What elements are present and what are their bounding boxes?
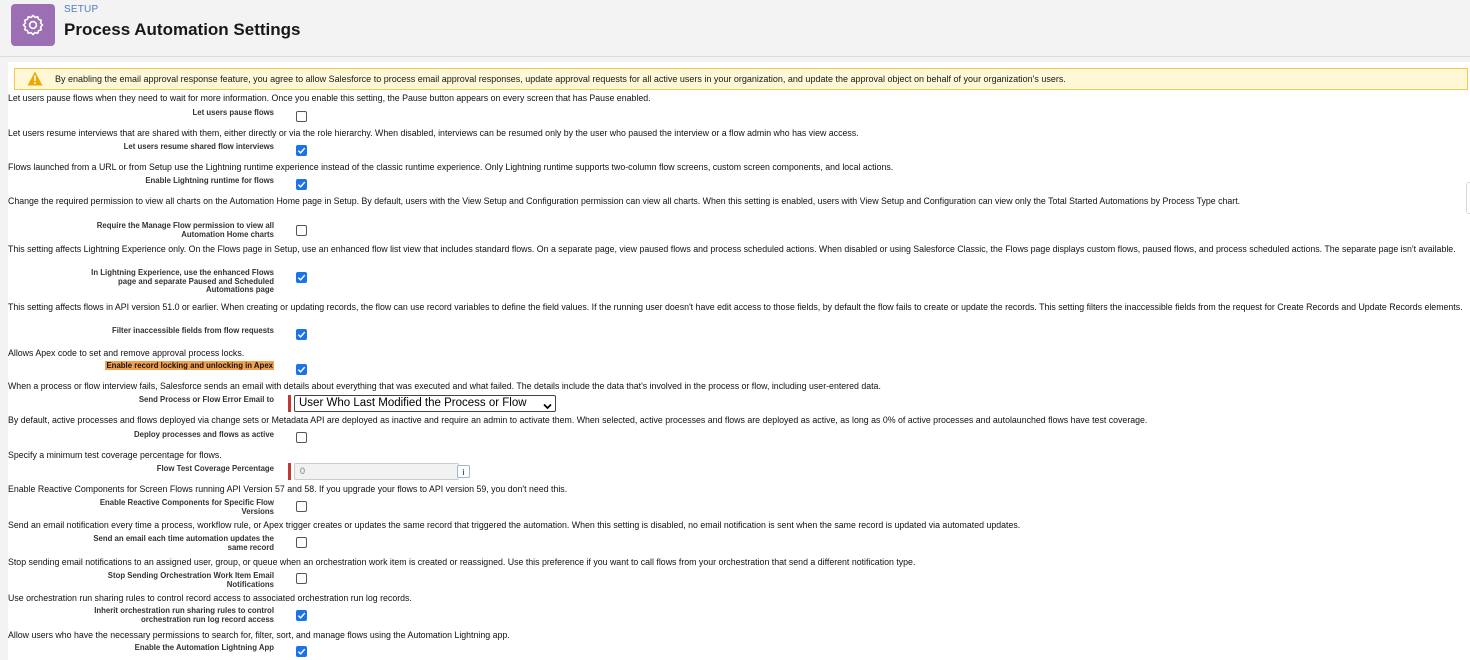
setting-label: Flow Test Coverage Percentage: [156, 464, 274, 473]
warning-text: By enabling the email approval response feature, you agree to allow Salesforce to process email approval responses, update approval requests for all active users in your organization, and update the approval object on behalf of your organization's users.: [55, 74, 1066, 84]
setting-description: Specify a minimum test coverage percentage for flows.: [8, 450, 222, 460]
setting-label: In Lightning Experience, use the enhanced Flows page and separate Paused and Scheduled Automations page: [91, 268, 274, 294]
setting-label: Enable Lightning runtime for flows: [145, 176, 274, 185]
stop-orchestration-emails-checkbox[interactable]: [296, 573, 307, 584]
setting-label: Inherit orchestration run sharing rules to control orchestration run log record access: [94, 606, 274, 624]
checkmark-icon: [297, 647, 306, 656]
orchestration-sharing-checkbox[interactable]: [296, 610, 307, 621]
warning-banner: [14, 68, 1468, 90]
checkmark-icon: [297, 146, 306, 155]
setting-label: Stop Sending Orchestration Work Item Email Notifications: [107, 571, 274, 589]
setting-description: This setting affects flows in API version 51.0 or earlier. When creating or updating records, the flow can use record variables to define the field values. If the running user doesn't have edit access to those fields, by default the flow fails to create or update the records. This setting filters the inaccessible fields from the request for Create Records and Update Records elements.: [8, 302, 1463, 312]
setting-label: Let users resume shared flow interviews: [123, 142, 274, 151]
setting-description: Allows Apex code to set and remove approval process locks.: [8, 348, 245, 358]
setting-description: Stop sending email notifications to an assigned user, group, or queue when an orchestration work item is created or reassigned. Use this preference if you want to call flows from your orchestration that send a different notification type.: [8, 557, 916, 567]
checkmark-icon: [297, 330, 306, 339]
deploy-active-checkbox[interactable]: [296, 432, 307, 443]
setting-description: This setting affects Lightning Experience only. On the Flows page in Setup, use an enhanced flow list view that includes standard flows. On a separate page, view paused flows and process scheduled actions. When disabled or using Salesforce Classic, the Flows page displays custom flows, paused flows, and process scheduled actions. The separate page isn't available.: [8, 244, 1456, 254]
flow-test-coverage-input[interactable]: 0: [294, 463, 459, 480]
checkmark-icon: [297, 611, 306, 620]
chevron-down-icon: [543, 400, 552, 415]
warning-icon: [27, 71, 43, 93]
gear-icon: [11, 4, 55, 46]
setting-description: Enable Reactive Components for Screen Flows running API Version 57 and 58. If you upgrade your flows to API version 59, you don't need this.: [8, 484, 568, 494]
setting-label: Filter inaccessible fields from flow requests: [111, 326, 274, 335]
setting-description: Let users resume interviews that are shared with them, either directly or via the role hierarchy. When disabled, interviews can be resumed only by the user who paused the interview or a flow admin who has view access.: [8, 128, 859, 138]
setting-description: When a process or flow interview fails, Salesforce sends an email with details about everything that was executed and what failed. The details include the data that's involved in the process or flow, including user-entered data.: [8, 381, 881, 391]
pause-flows-checkbox[interactable]: [296, 111, 307, 122]
filter-inaccessible-fields-checkbox[interactable]: [296, 329, 307, 340]
email-each-update-checkbox[interactable]: [296, 537, 307, 548]
checkmark-icon: [297, 273, 306, 282]
automation-app-checkbox[interactable]: [296, 646, 307, 657]
setting-label: Let users pause flows: [192, 108, 274, 117]
info-icon[interactable]: i: [457, 465, 470, 478]
setting-label-highlighted: [74, 362, 274, 371]
setting-label: Send an email each time automation updates the same record: [93, 534, 274, 552]
checkmark-icon: [297, 180, 306, 189]
header-eyebrow: SETUP: [64, 4, 99, 15]
page-header: [0, 0, 1470, 57]
lightning-runtime-checkbox[interactable]: [296, 179, 307, 190]
reactive-components-checkbox[interactable]: [296, 501, 307, 512]
setting-label: Require the Manage Flow permission to view all Automation Home charts: [96, 221, 274, 239]
select-value: User Who Last Modified the Process or Flow: [299, 397, 527, 409]
error-email-select[interactable]: [294, 395, 556, 412]
page-title: Process Automation Settings: [64, 20, 301, 39]
enhanced-flows-page-checkbox[interactable]: [296, 272, 307, 283]
setting-description: Use orchestration run sharing rules to control record access to associated orchestration run log records.: [8, 593, 412, 603]
error-email-select-wrapper: [288, 395, 557, 412]
highlighted-label-text: Enable record locking and unlocking in Apex: [106, 361, 273, 370]
setting-description: Flows launched from a URL or from Setup use the Lightning runtime experience instead of the classic runtime experience. Only Lightning runtime supports two-column flow screens, custom screen components, and local actions.: [8, 162, 894, 172]
apex-record-locking-checkbox[interactable]: [296, 364, 307, 375]
setting-description: Let users pause flows when they need to wait for more information. Once you enable this setting, the Pause button appears on every screen that has Pause enabled.: [8, 93, 651, 103]
setting-label: Send Process or Flow Error Email to: [138, 395, 274, 404]
setting-description: Change the required permission to view all charts on the Automation Home page in Setup. By default, users with the View Setup and Configuration permission can view all charts. When this setting is enabled, users with View Setup and Configuration can view only the Total Started Automations by Process Type chart.: [8, 196, 1241, 206]
checkmark-icon: [297, 365, 306, 374]
resume-shared-interviews-checkbox[interactable]: [296, 145, 307, 156]
setting-description: Send an email notification every time a process, workflow rule, or Apex trigger creates or updates the same record that triggered the automation. When this setting is disabled, no email notification is sent when the same record is updated via automated updates.: [8, 520, 1021, 530]
setting-label: Enable the Automation Lightning App: [134, 643, 274, 652]
manage-flow-permission-checkbox[interactable]: [296, 225, 307, 236]
setting-label: Deploy processes and flows as active: [134, 430, 274, 439]
setting-label: Enable Reactive Components for Specific Flow Versions: [99, 498, 274, 516]
setting-description: Allow users who have the necessary permissions to search for, filter, sort, and manage flows using the Automation Lightning app.: [8, 630, 510, 640]
setting-description: By default, active processes and flows deployed via change sets or Metadata API are deployed as inactive and require an admin to activate them. When selected, active processes and flows are deployed as active, as long as 0% of active processes and autolaunched flows have test coverage.: [8, 415, 1148, 425]
coverage-input-wrapper: [288, 463, 459, 480]
